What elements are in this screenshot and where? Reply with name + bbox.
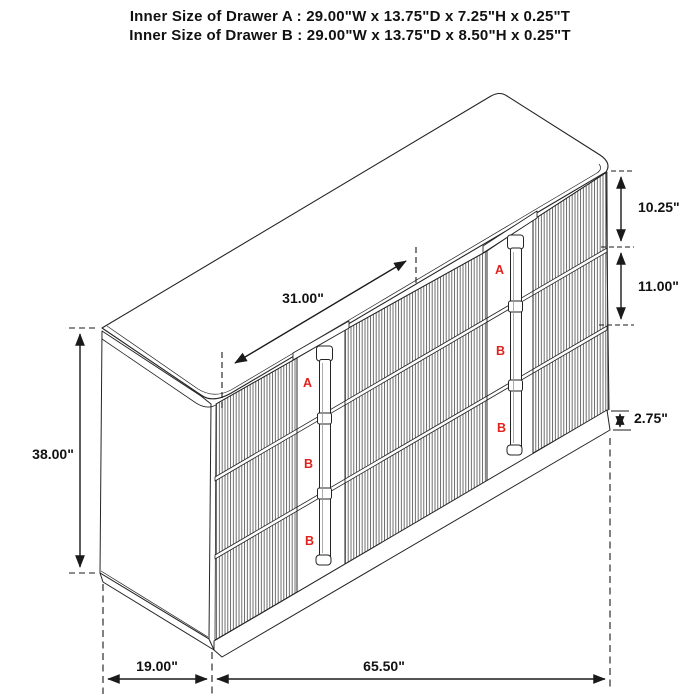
right-handle-bottom-cap bbox=[507, 445, 522, 455]
left-drawer-b2-label: B bbox=[304, 534, 315, 548]
right-handle-collar-2 bbox=[509, 380, 523, 391]
cabinet-drawing bbox=[100, 94, 610, 658]
right-drawer-a-label: A bbox=[494, 263, 505, 277]
dimension-base-height bbox=[611, 410, 668, 430]
left-handle-collar-2 bbox=[318, 488, 332, 499]
dim-1025-label: 10.25" bbox=[638, 199, 680, 215]
right-handle-bar bbox=[511, 248, 522, 448]
drawer-a-spec-text: Inner Size of Drawer A : 29.00"W x 13.75"D x 7.25"H x 0.25"T bbox=[129, 8, 571, 25]
left-handle-bar bbox=[320, 360, 331, 559]
fluted-panel-left bbox=[215, 358, 297, 640]
dim-19-label: 19.00" bbox=[136, 658, 178, 674]
fluted-panel-right bbox=[533, 172, 608, 453]
right-handle-top-cap bbox=[508, 235, 524, 249]
dimension-drawer-b-front bbox=[599, 253, 679, 325]
left-drawer-a-label: A bbox=[302, 376, 313, 390]
right-handle-collar-1 bbox=[509, 301, 523, 312]
drawer-b-spec-text: Inner Size of Drawer B : 29.00"W x 13.75"D x 8.50"H x 0.25"T bbox=[129, 27, 571, 44]
dimension-drawer-a-front bbox=[601, 171, 680, 247]
dim-11-label: 11.00" bbox=[638, 278, 679, 294]
dimension-overall-height bbox=[32, 328, 98, 573]
left-handle-collar-1 bbox=[318, 413, 332, 424]
right-drawer-b1-label: B bbox=[495, 344, 506, 358]
right-drawer-b2-label: B bbox=[496, 421, 507, 435]
left-handle-bottom-cap bbox=[316, 555, 331, 565]
dim-38-label: 38.00" bbox=[32, 446, 74, 462]
dim-31-label: 31.00" bbox=[282, 290, 324, 306]
left-drawer-b1-label: B bbox=[303, 457, 314, 471]
left-handle-top-cap bbox=[317, 346, 333, 361]
dim-655-label: 65.50" bbox=[363, 658, 405, 674]
dim-275-label: 2.75" bbox=[634, 410, 668, 426]
